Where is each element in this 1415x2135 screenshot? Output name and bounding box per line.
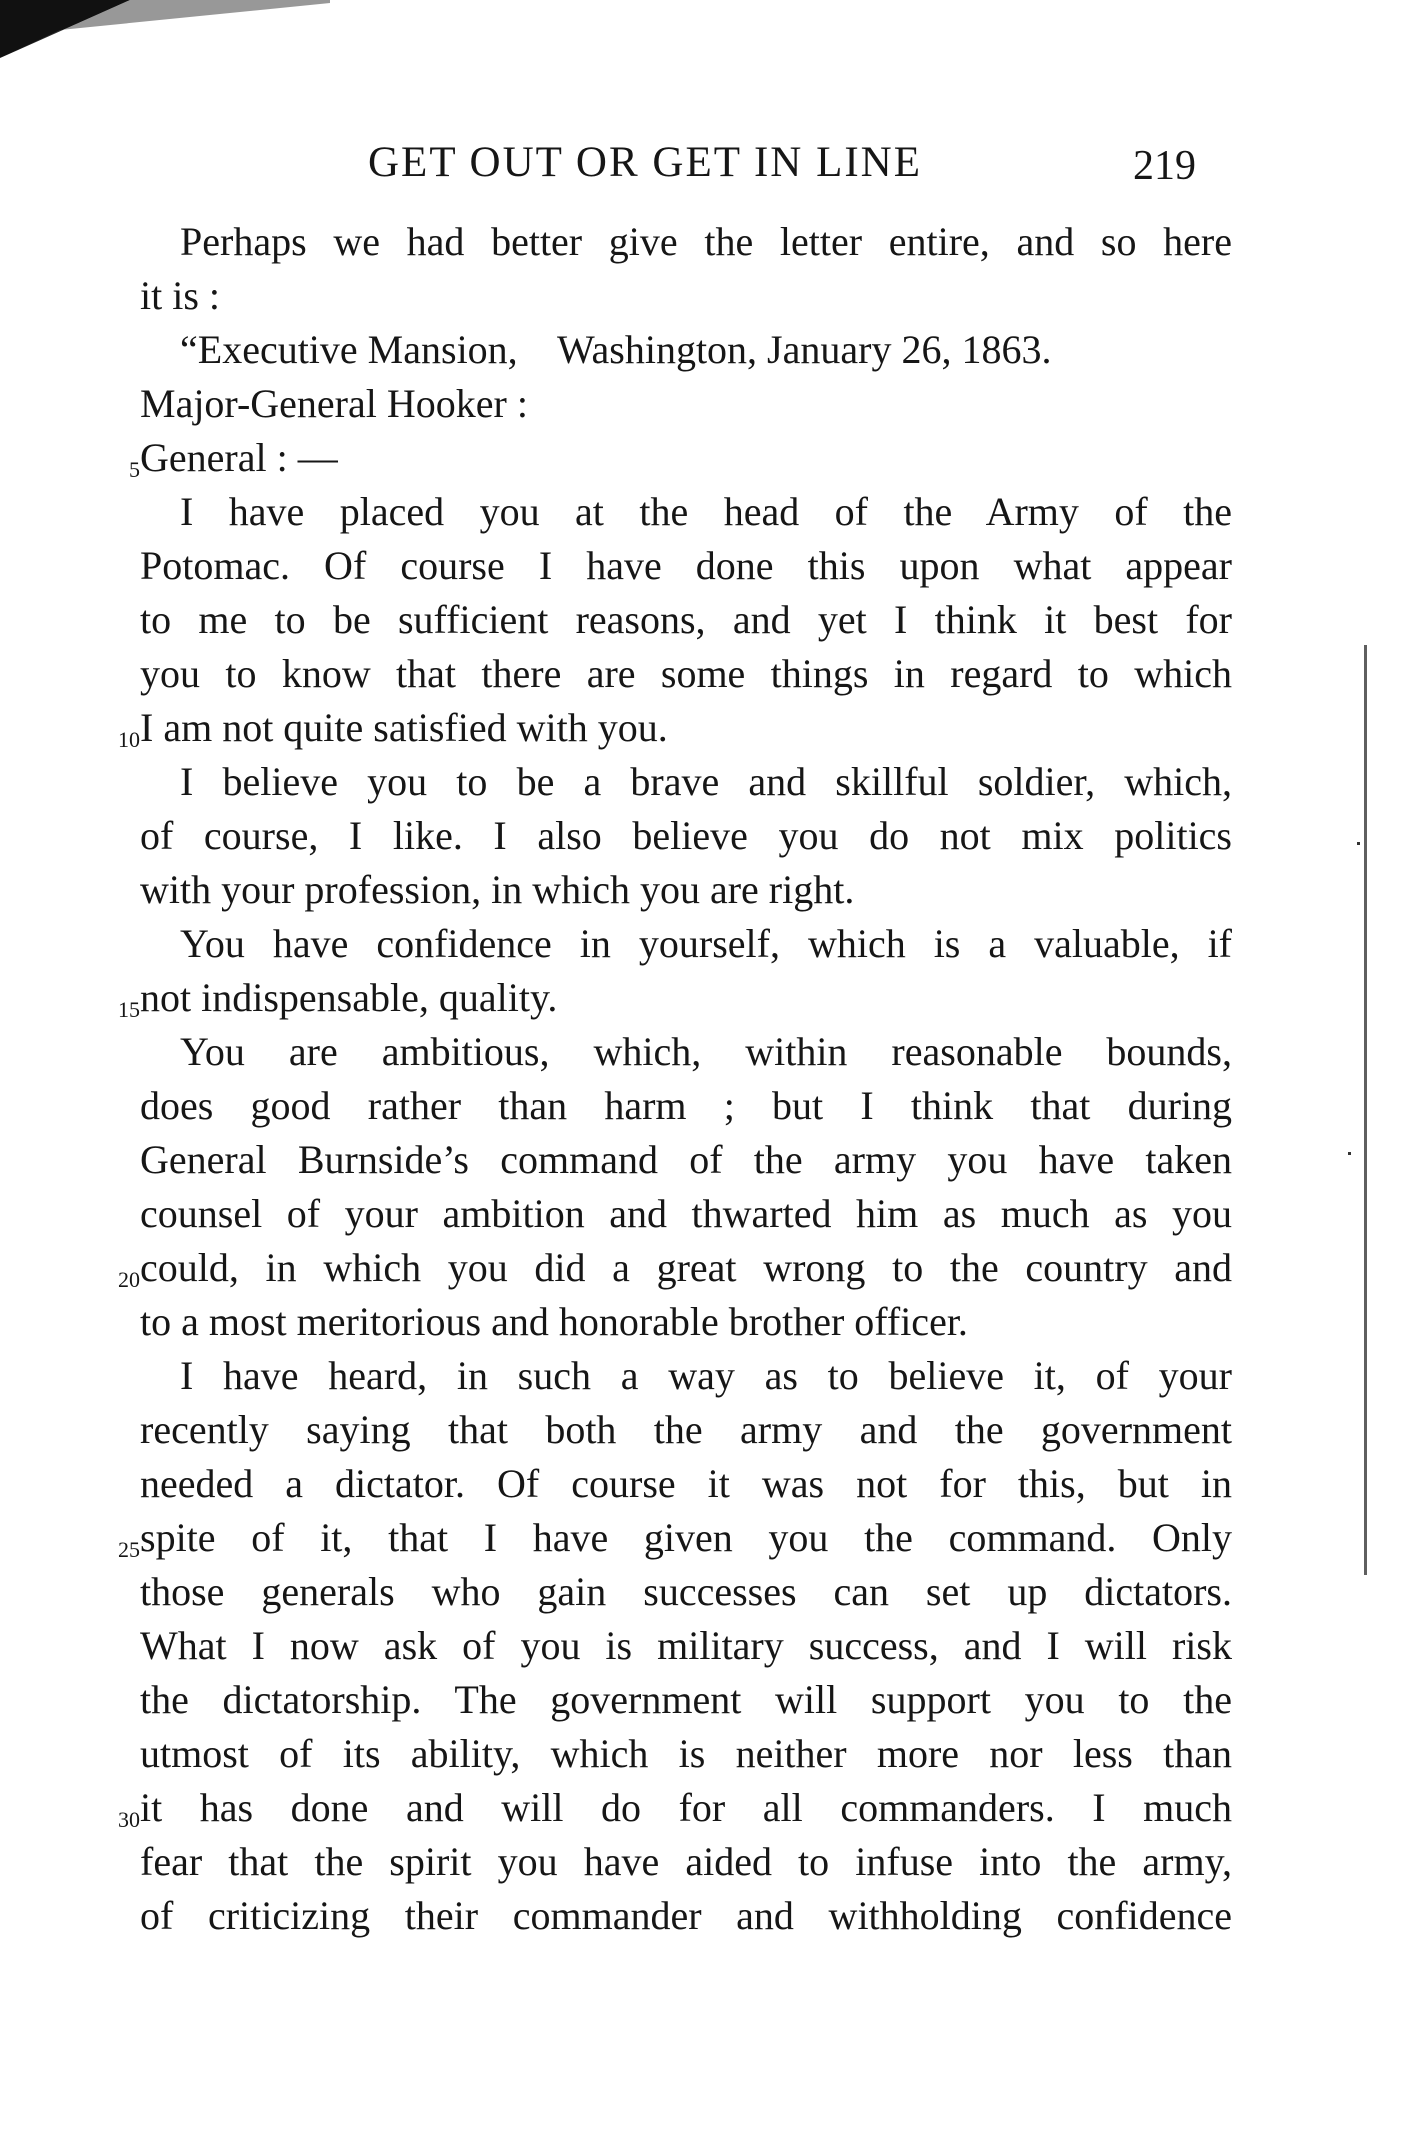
text-line: General Burnside’s command of the army you have taken (140, 1137, 1232, 1182)
text-line: You have confidence in yourself, which is a valuable, if (180, 921, 1232, 966)
text-line: to me to be sufficient reasons, and yet I think it best for (140, 597, 1232, 642)
text-line: does good rather than harm ; but I think that during (140, 1083, 1232, 1128)
text-line: I believe you to be a brave and skillful soldier, which, (180, 759, 1232, 804)
line-number: 25 (118, 1537, 140, 1562)
text-line: General : — (140, 435, 338, 480)
text-line: to a most meritorious and honorable brother officer. (140, 1299, 968, 1344)
line-number: 10 (118, 727, 140, 752)
running-head: GET OUT OR GET IN LINE (368, 139, 922, 186)
gutter-shadow-rule (1364, 645, 1367, 1575)
text-line: counsel of your ambition and thwarted him as much as you (140, 1191, 1232, 1236)
gutter-speck (1348, 1152, 1351, 1155)
text-line: not indispensable, quality. (140, 975, 558, 1020)
text-line: Perhaps we had better give the letter entire, and so here (180, 219, 1232, 264)
text-line: needed a dictator. Of course it was not for this, but in (140, 1461, 1232, 1506)
text-line: with your profession, in which you are right. (140, 867, 855, 912)
gutter-speck (1357, 842, 1360, 845)
text-line: You are ambitious, which, within reasonable bounds, (180, 1029, 1232, 1074)
text-line: I have heard, in such a way as to believe it, of your (180, 1353, 1232, 1398)
text-line: “Executive Mansion, Washington, January 26, 1863. (180, 327, 1052, 372)
text-line: the dictatorship. The government will support you to the (140, 1677, 1232, 1722)
text-line: it has done and will do for all commanders. I much (140, 1785, 1232, 1830)
line-number: 30 (118, 1807, 140, 1832)
text-line: you to know that there are some things in regard to which (140, 651, 1232, 696)
text-line: recently saying that both the army and the government (140, 1407, 1232, 1452)
text-line: spite of it, that I have given you the command. Only (140, 1515, 1232, 1560)
text-line: it is : (140, 273, 221, 318)
page-corner-shadow (0, 0, 340, 70)
page-number: 219 (1133, 143, 1196, 189)
line-number: 20 (118, 1267, 140, 1292)
text-line: could, in which you did a great wrong to the country and (140, 1245, 1232, 1290)
text-line: I have placed you at the head of the Army of the (180, 489, 1232, 534)
page-header (0, 138, 1415, 188)
text-line: Major-General Hooker : (140, 381, 528, 426)
text-line: those generals who gain successes can set up dictators. (140, 1569, 1232, 1614)
line-number: 15 (118, 997, 140, 1022)
text-line: of criticizing their commander and withholding confidence (140, 1893, 1232, 1938)
text-line: What I now ask of you is military success, and I will risk (140, 1623, 1232, 1668)
text-line: utmost of its ability, which is neither more nor less than (140, 1731, 1232, 1776)
line-number: 5 (129, 457, 140, 482)
text-line: Potomac. Of course I have done this upon what appear (140, 543, 1232, 588)
text-line: of course, I like. I also believe you do not mix politics (140, 813, 1232, 858)
text-line: I am not quite satisfied with you. (140, 705, 668, 750)
text-line: fear that the spirit you have aided to infuse into the army, (140, 1839, 1232, 1884)
